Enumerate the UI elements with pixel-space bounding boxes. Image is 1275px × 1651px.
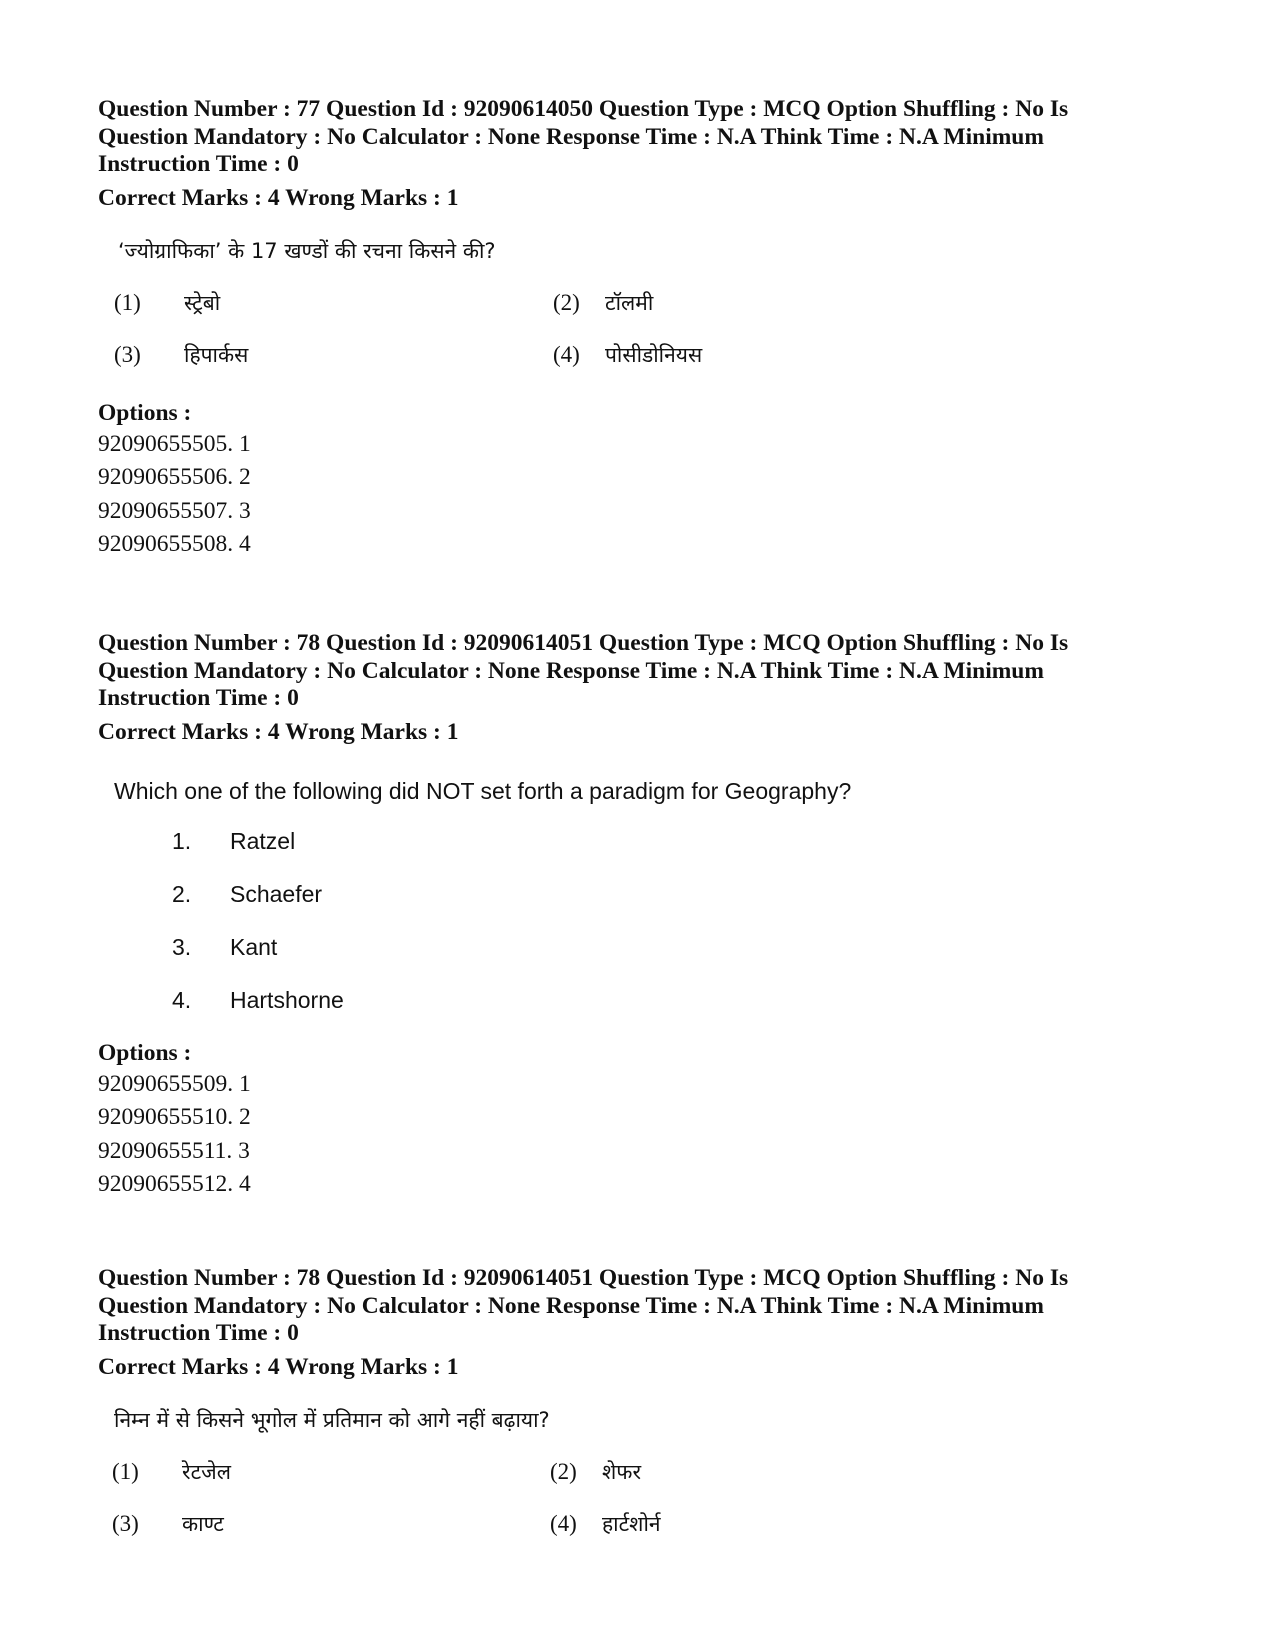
choice-2 <box>98 879 1178 932</box>
question-marks: Correct Marks : 4 Wrong Marks : 1 <box>98 718 459 745</box>
question-77 <box>98 96 1178 562</box>
choice-1 <box>114 288 220 318</box>
question-header <box>98 1265 1178 1348</box>
choice-1 <box>98 826 1178 879</box>
choice-number: 4. <box>172 986 192 1013</box>
choice-text: Kant <box>230 933 278 960</box>
question-marks: Correct Marks : 4 Wrong Marks : 1 <box>98 1353 459 1380</box>
choice-text: Ratzel <box>230 827 296 854</box>
choice-3 <box>98 932 1178 985</box>
option-id-line: 92090655505. 1 <box>98 430 251 457</box>
question-header-line-3: Instruction Time : 0 <box>98 1320 299 1346</box>
options-label: Options : <box>98 1039 192 1066</box>
choice-text: रेटजेल <box>182 1459 231 1484</box>
choice-number: (3) <box>114 341 141 367</box>
choice-text: पोसीडोनियस <box>605 342 703 367</box>
choice-text: टॉलमी <box>605 290 654 315</box>
option-id-line: 92090655509. 1 <box>98 1070 251 1097</box>
choice-text: काण्ट <box>182 1511 224 1536</box>
question-header-line-2: Question Mandatory : No Calculator : None Response Time : N.A Think Time : N.A Minimum <box>98 1292 1044 1319</box>
options-list <box>98 428 1178 562</box>
choice-4 <box>550 1509 661 1539</box>
options-label: Options : <box>98 399 192 426</box>
choice-4 <box>98 985 1178 1038</box>
choice-text: शेफर <box>602 1459 642 1484</box>
option-id-line: 92090655506. 2 <box>98 464 251 490</box>
choice-text: हिपार्कस <box>184 342 249 367</box>
option-id-line: 92090655508. 4 <box>98 531 251 557</box>
choice-number: (2) <box>550 1458 577 1484</box>
choice-number: (2) <box>553 289 580 315</box>
choice-number: 2. <box>172 880 192 907</box>
option-id-line: 92090655507. 3 <box>98 497 251 524</box>
question-text: निम्न में से किसने भूगोल में प्रतिमान को आगे नहीं बढ़ाया? <box>114 1407 550 1432</box>
question-header-line-2: Question Mandatory : No Calculator : None Response Time : N.A Think Time : N.A Minimum <box>98 657 1044 684</box>
choice-number: (4) <box>553 341 580 367</box>
question-marks: Correct Marks : 4 Wrong Marks : 1 <box>98 184 459 211</box>
choice-number: (1) <box>112 1458 139 1484</box>
choice-number: 3. <box>172 933 192 960</box>
choice-1 <box>112 1457 231 1487</box>
choice-grid <box>98 288 1178 398</box>
choice-number: (3) <box>112 1510 139 1536</box>
choice-text: हार्टशोर्न <box>602 1511 661 1536</box>
choice-grid <box>98 1457 1178 1567</box>
choice-2 <box>550 1457 641 1487</box>
choice-list <box>98 826 1178 1038</box>
option-id-line: 92090655510. 2 <box>98 1104 251 1130</box>
question-header <box>98 630 1178 713</box>
choice-4 <box>553 340 702 370</box>
question-text: ‘ज्योग्राफिका’ के 17 खण्डों की रचना किसने की? <box>118 238 496 263</box>
question-header <box>98 96 1178 179</box>
choice-3 <box>112 1509 224 1539</box>
question-header-line-3: Instruction Time : 0 <box>98 685 299 711</box>
choice-number: 1. <box>172 827 192 854</box>
question-header-line-1: Question Number : 78 Question Id : 92090614051 Question Type : MCQ Option Shuffling : No Is <box>98 630 1069 656</box>
choice-number: (4) <box>550 1510 577 1536</box>
options-list <box>98 1068 1178 1202</box>
question-78-hindi <box>98 1265 1178 1567</box>
choice-number: (1) <box>114 289 141 315</box>
option-id-line: 92090655511. 3 <box>98 1137 250 1164</box>
question-header-line-3: Instruction Time : 0 <box>98 151 299 177</box>
choice-2 <box>553 288 653 318</box>
choice-text: Schaefer <box>230 880 323 907</box>
question-header-line-1: Question Number : 78 Question Id : 92090614051 Question Type : MCQ Option Shuffling : No Is <box>98 1265 1069 1291</box>
question-78-english <box>98 630 1178 1202</box>
question-header-line-1: Question Number : 77 Question Id : 92090614050 Question Type : MCQ Option Shuffling : No Is <box>98 96 1069 122</box>
question-text: Which one of the following did NOT set forth a paradigm for Geography? <box>114 777 852 804</box>
choice-3 <box>114 340 248 370</box>
choice-text: स्ट्रेबो <box>184 290 221 315</box>
choice-text: Hartshorne <box>230 986 344 1013</box>
question-header-line-2: Question Mandatory : No Calculator : None Response Time : N.A Think Time : N.A Minimum <box>98 123 1044 150</box>
option-id-line: 92090655512. 4 <box>98 1171 251 1197</box>
